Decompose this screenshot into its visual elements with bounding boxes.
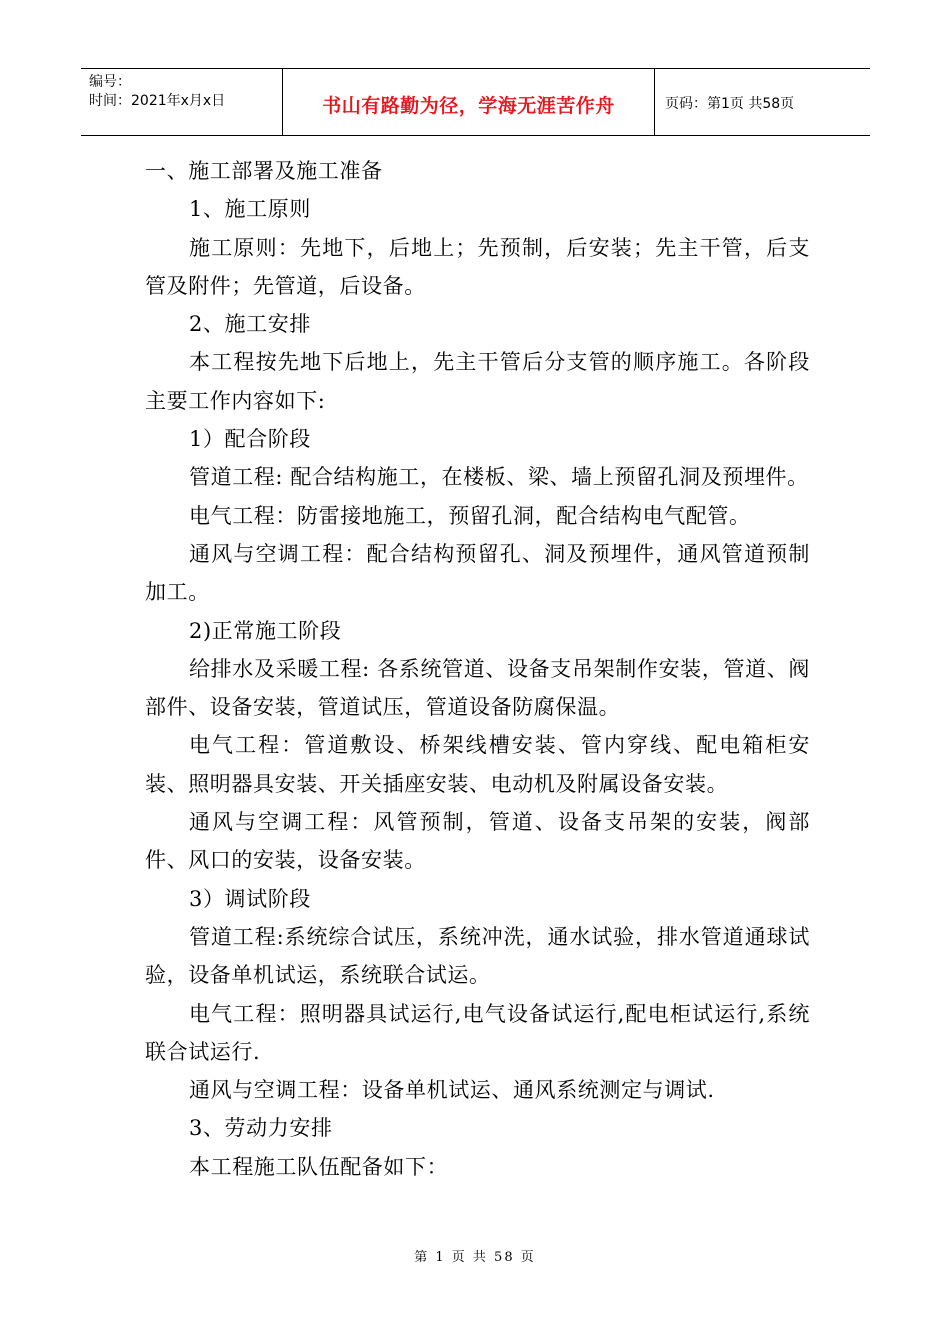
motto-text: 书山有路勤为径，学海无涯苦作舟 [322,94,615,117]
footer-page-number: 第 1 页 共 58 页 [414,1250,536,1265]
date-text: 时间：2021年x月x日 [89,93,226,109]
paragraph: 施工原则：先地下，后地上；先预制，后安装；先主干管，后支管及附件；先管道，后设备。 [145,235,810,298]
paragraph: 通风与空调工程：风管预制，管道、设备支吊架的安装，阀部件、风口的安装，设备安装。 [145,810,810,873]
paragraph: 1）配合阶段 [189,427,311,452]
header-meta-cell [81,69,283,135]
paragraph: 通风与空调工程：配合结构预留孔、洞及预埋件，通风管道预制加工。 [145,541,810,605]
paragraph: 电气工程：照明器具试运行,电气设备试运行,配电柜试运行,系统联合试运行. [145,1001,810,1064]
paragraph: 管道工程:系统综合试压，系统冲洗，通水试验，排水管道通球试验，设备单机试运，系统联合试运。 [145,924,810,988]
paragraph: 本工程施工队伍配备如下： [189,1154,449,1179]
paragraph: 管道工程: 配合结构施工，在楼板、梁、墙上预留孔洞及预埋件。 [189,465,809,490]
paragraph: 2)正常施工阶段 [189,618,342,643]
paragraph: 给排水及采暖工程: 各系统管道、设备支吊架制作安装，管道、阀部件、设备安装，管道试压，管道设备防腐保温。 [145,656,810,720]
page-footer [0,1246,950,1265]
paragraph: 电气工程：管道敷设、桥架线槽安装、管内穿线、配电箱柜安装、照明器具安装、开关插座安装、电动机及附属设备安装。 [145,733,810,796]
paragraph: 一、施工部署及施工准备 [145,159,383,183]
page-info-cell [655,69,870,135]
motto-cell [283,69,655,135]
document-header [81,68,870,136]
paragraph: 电气工程：防雷接地施工，预留孔洞，配合结构电气配管。 [189,503,751,528]
code-label: 编号： [89,74,131,90]
paragraph: 本工程按先地下后地上，先主干管后分支管的顺序施工。各阶段主要工作内容如下: [145,350,810,413]
paragraph: 3、劳动力安排 [189,1116,333,1141]
paragraph: 3）调试阶段 [189,886,311,911]
page-info-text: 页码：第1页 共58页 [665,96,795,112]
paragraph: 1、施工原则 [189,197,311,222]
document-body [145,152,810,1186]
paragraph: 2、施工安排 [189,312,311,337]
paragraph: 通风与空调工程：设备单机试运、通风系统测定与调试. [189,1078,715,1103]
